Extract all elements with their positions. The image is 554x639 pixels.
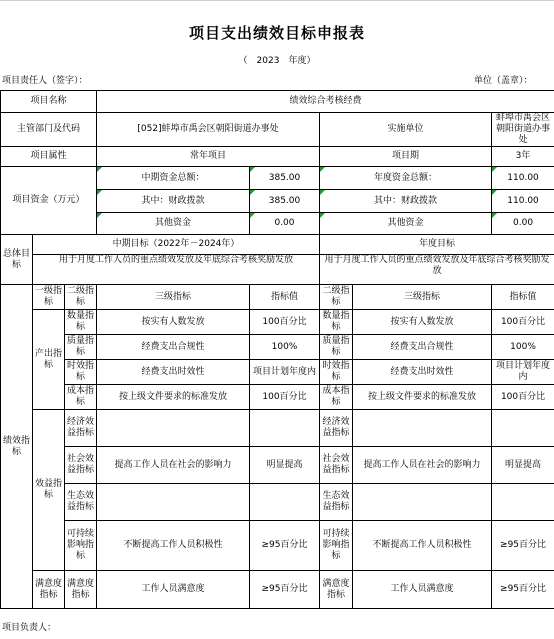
l3-cell: 不断提高工作人员积极性 xyxy=(353,521,492,571)
value-cell: 项目计划年度内 xyxy=(492,360,554,385)
impl-value: 蚌埠市禹会区朝阳街道办事处 xyxy=(492,113,554,147)
value-cell xyxy=(492,410,554,447)
mid-goal-header: 中期目标（2022年－2024年） xyxy=(33,235,320,255)
l3-cell: 按实有人数发放 xyxy=(353,310,492,335)
l3-cell xyxy=(97,484,250,521)
col-h4: 指标值 xyxy=(250,285,320,310)
l2-cell: 满意度指标 xyxy=(65,571,97,609)
project-name-label: 项目名称 xyxy=(1,91,97,113)
value-cell xyxy=(492,484,554,521)
unit-label: 单位（盖章）： xyxy=(474,76,533,86)
l2-cell: 生态效益指标 xyxy=(65,484,97,521)
l2-cell: 社会效益指标 xyxy=(320,447,353,484)
year-goal-header: 年度目标 xyxy=(320,235,554,255)
col-h3: 三级指标 xyxy=(97,285,250,310)
effect-label: 效益指标 xyxy=(33,410,65,571)
l2-cell: 时效指标 xyxy=(320,360,353,385)
l2-cell: 数量指标 xyxy=(320,310,353,335)
mid-fiscal-value: 385.00 xyxy=(250,190,320,213)
footer-label: 项目负责人： xyxy=(2,623,57,633)
year-fiscal-value: 110.00 xyxy=(492,190,554,213)
l2-cell: 成本指标 xyxy=(320,385,353,410)
year-fiscal-label: 其中：财政拨款 xyxy=(320,190,492,213)
period-value: 3年 xyxy=(492,147,554,167)
l3-cell: 不断提高工作人员积极性 xyxy=(97,521,250,571)
col-y-h4: 指标值 xyxy=(492,285,554,310)
col-h2: 二级指标 xyxy=(65,285,97,310)
mid-other-label: 其他资金 xyxy=(97,213,250,235)
l2-cell: 可持续影响指标 xyxy=(320,521,353,571)
main-table xyxy=(0,90,554,609)
col-h1: 一级指标 xyxy=(33,285,65,310)
responsible-label: 项目责任人（签字）： xyxy=(2,76,88,86)
l2-cell: 质量指标 xyxy=(320,335,353,360)
l2-cell: 质量指标 xyxy=(65,335,97,360)
top-border xyxy=(0,0,554,1)
project-name-value: 绩效综合考核经费 xyxy=(97,91,554,113)
satisfaction-label: 满意度指标 xyxy=(33,571,65,609)
l3-cell: 经费支出时效性 xyxy=(353,360,492,385)
value-cell: 100% xyxy=(250,335,320,360)
l3-cell: 经费支出合规性 xyxy=(353,335,492,360)
value-cell: 100% xyxy=(492,335,554,360)
mid-total-label: 中期资金总额： xyxy=(97,167,250,190)
l2-cell: 生态效益指标 xyxy=(320,484,353,521)
l2-cell: 经济效益指标 xyxy=(65,410,97,447)
l3-cell: 工作人员满意度 xyxy=(97,571,250,609)
indicators-label: 绩效指标 xyxy=(1,285,33,609)
year-total-label: 年度资金总额： xyxy=(320,167,492,190)
l3-cell: 经费支出时效性 xyxy=(97,360,250,385)
l2-cell: 经济效益指标 xyxy=(320,410,353,447)
output-label: 产出指标 xyxy=(33,310,65,410)
value-cell: 100百分比 xyxy=(492,310,554,335)
l2-cell: 时效指标 xyxy=(65,360,97,385)
form-title: 项目支出绩效目标申报表 xyxy=(188,24,365,42)
value-cell: 100百分比 xyxy=(250,385,320,410)
year-line: （ 2023 年度） xyxy=(238,56,316,66)
l2-cell: 社会效益指标 xyxy=(65,447,97,484)
l3-cell: 按实有人数发放 xyxy=(97,310,250,335)
l2-cell: 可持续影响指标 xyxy=(65,521,97,571)
value-cell: 明显提高 xyxy=(492,447,554,484)
year-other-label: 其他资金 xyxy=(320,213,492,235)
mid-goal-text: 用于月度工作人员的重点绩效发放及年底综合考核奖励发放 xyxy=(33,255,320,285)
value-cell: ≥95百分比 xyxy=(250,571,320,609)
mid-other-value: 0.00 xyxy=(250,213,320,235)
dept-label: 主管部门及代码 xyxy=(1,113,97,147)
l3-cell: 工作人员满意度 xyxy=(353,571,492,609)
l3-cell: 按上级文件要求的标准发放 xyxy=(353,385,492,410)
l3-cell xyxy=(353,484,492,521)
attr-label: 项目属性 xyxy=(1,147,97,167)
value-cell: ≥95百分比 xyxy=(492,521,554,571)
period-label: 项目期 xyxy=(320,147,492,167)
l2-cell: 数量指标 xyxy=(65,310,97,335)
year-other-value: 0.00 xyxy=(492,213,554,235)
l3-cell: 按上级文件要求的标准发放 xyxy=(97,385,250,410)
mid-total-value: 385.00 xyxy=(250,167,320,190)
value-cell: 100百分比 xyxy=(250,310,320,335)
impl-label: 实施单位 xyxy=(320,113,492,147)
year-goal-text: 用于月度工作人员的重点绩效发放及年底综合考核奖励发放 xyxy=(320,255,554,285)
value-cell: 100百分比 xyxy=(492,385,554,410)
dept-value: [052]蚌埠市禹会区朝阳街道办事处 xyxy=(97,113,320,147)
value-cell: 项目计划年度内 xyxy=(250,360,320,385)
l2-cell: 满意度指标 xyxy=(320,571,353,609)
value-cell xyxy=(250,484,320,521)
l2-cell: 成本指标 xyxy=(65,385,97,410)
l3-cell: 经费支出合规性 xyxy=(97,335,250,360)
value-cell: ≥95百分比 xyxy=(250,521,320,571)
value-cell: 明显提高 xyxy=(250,447,320,484)
l3-cell xyxy=(353,410,492,447)
funds-label: 项目资金（万元） xyxy=(1,167,97,235)
year-total-value: 110.00 xyxy=(492,167,554,190)
l3-cell: 提高工作人员在社会的影响力 xyxy=(97,447,250,484)
l3-cell: 提高工作人员在社会的影响力 xyxy=(353,447,492,484)
mid-fiscal-label: 其中：财政拨款 xyxy=(97,190,250,213)
goals-label: 总体目标 xyxy=(1,235,33,285)
value-cell: ≥95百分比 xyxy=(492,571,554,609)
col-y-h3: 三级指标 xyxy=(353,285,492,310)
value-cell xyxy=(250,410,320,447)
col-y-h2: 二级指标 xyxy=(320,285,353,310)
l3-cell xyxy=(97,410,250,447)
attr-value: 常年项目 xyxy=(97,147,320,167)
